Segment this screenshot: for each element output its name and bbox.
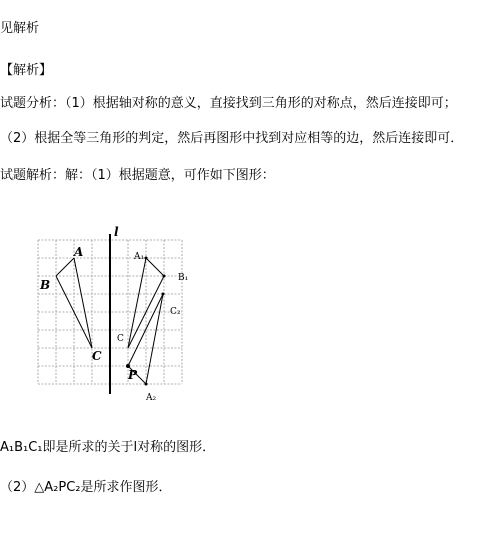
geometry-figure-svg — [0, 210, 260, 410]
analysis-part-1: 试题分析：（1）根据轴对称的意义，直接找到三角形的对称点，然后连接即可； — [0, 96, 457, 111]
point-b1 — [163, 275, 166, 278]
axis-label: l — [114, 225, 119, 239]
geometry-figure — [0, 210, 260, 410]
conclusion-part-2: （2）△A₂PC₂是所求作图形． — [0, 480, 172, 495]
solution-intro: 试题解析：解：（1）根据题意，可作如下图形： — [0, 168, 275, 183]
label-a: A — [74, 245, 84, 259]
label-b1: B₁ — [178, 273, 189, 283]
label-c1: C — [117, 334, 124, 344]
point-a1 — [145, 257, 148, 260]
answer-line: 见解析 — [0, 21, 40, 36]
point-c2 — [162, 293, 165, 296]
label-a2: A₂ — [146, 393, 157, 403]
analysis-part-2: （2）根据全等三角形的判定，然后再图形中找到对应相等的边，然后连接即可． — [0, 131, 464, 146]
section-header: 【解析】 — [0, 63, 53, 78]
label-c2: C₂ — [170, 307, 181, 317]
point-a2 — [145, 383, 148, 386]
label-c: C — [92, 349, 102, 363]
label-a1: A₁ — [134, 252, 145, 262]
label-p: P — [128, 368, 138, 382]
conclusion-part-1: A₁B₁C₁即是所求的关于l对称的图形． — [0, 440, 216, 455]
label-b: B — [40, 278, 51, 292]
